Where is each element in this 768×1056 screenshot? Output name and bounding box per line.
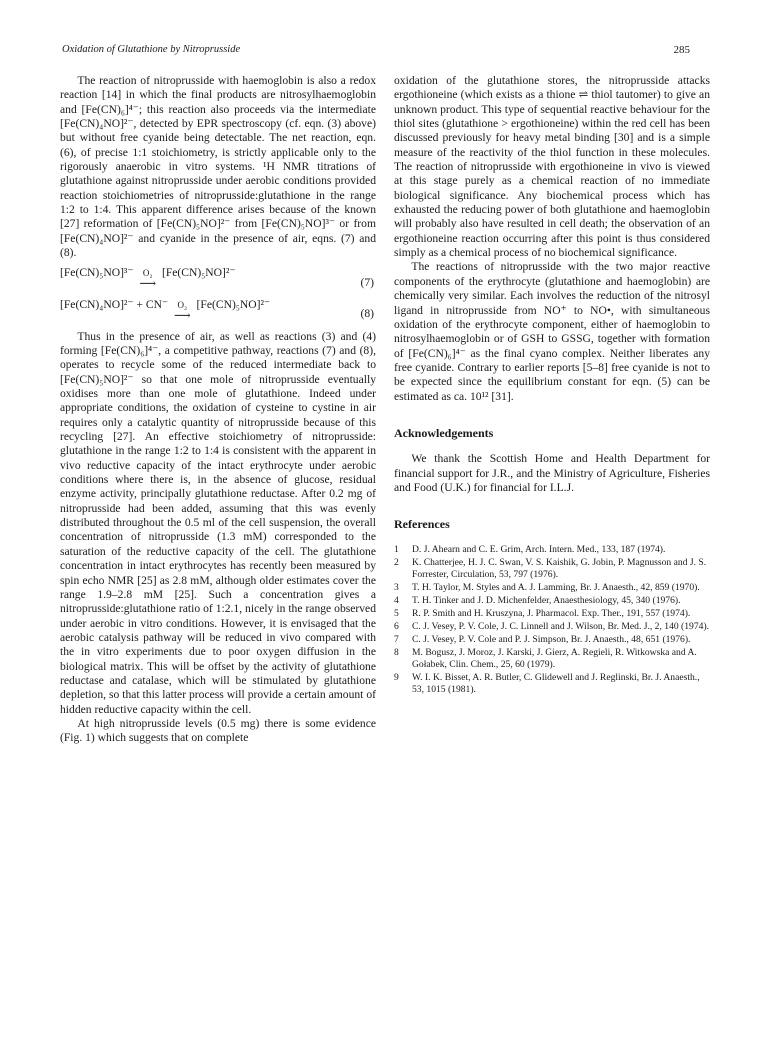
references-list xyxy=(394,544,710,696)
reference-number: 8 xyxy=(394,646,399,658)
reference-text: T. H. Tinker and J. D. Michenfelder, Anaesthesiology, 45, 340 (1976). xyxy=(412,594,681,606)
arrow-glyph: ⟶ xyxy=(174,309,191,323)
reference-item xyxy=(394,621,710,633)
page-number: 285 xyxy=(673,44,690,56)
reference-number: 2 xyxy=(394,556,399,568)
equation-number: (7) xyxy=(360,275,374,289)
acknowledgements-text: We thank the Scottish Home and Health Department for financial support for J.R., and the Ministry of Agriculture, Fisheries and Food (U.K.) for financial for I.L.J. xyxy=(394,452,710,494)
reaction-arrow xyxy=(174,301,191,322)
reference-number: 6 xyxy=(394,620,399,632)
arrow-glyph: ⟶ xyxy=(139,277,157,291)
reference-number: 7 xyxy=(394,633,399,645)
acknowledgements-heading: Acknowledgements xyxy=(394,425,494,440)
running-head: Oxidation of Glutathione by Nitroprusside xyxy=(62,44,241,55)
body-paragraph: At high nitroprusside levels (0.5 mg) there is some evidence (Fig. 1) which suggests that on complete xyxy=(60,716,376,745)
right-column xyxy=(394,74,710,697)
reference-item xyxy=(394,582,710,594)
arrow-label: O₂ xyxy=(177,300,188,311)
equation-lhs: [Fe(CN)₅NO]³⁻ xyxy=(60,266,134,280)
reference-text: D. J. Ahearn and C. E. Grim, Arch. Intern. Med., 133, 187 (1974). xyxy=(412,543,666,555)
reference-number: 5 xyxy=(394,607,399,619)
reference-item xyxy=(394,647,710,671)
reference-item xyxy=(394,608,710,620)
body-paragraph: The reaction of nitroprusside with haemoglobin is also a redox reaction [14] in which the final products are nitrosylhaemoglobin and [Fe(CN)₆]⁴⁻; this reaction also proceeds via the intermediate [Fe(CN)₄NO]²⁻, detected by EPR spectroscopy (cf. eqn. (3) above) but without free cyanide being detectable. The net reaction, eqn. (6), of precise 1:1 stoichiometry, is strictly applicable only to the rigorously anaerobic in vitro systems. ¹H NMR titrations of glutathione against nitroprusside under aerobic conditions provided reaction stoichiometries of nitroprusside:glutathione in the range 1:2 to 1:4. This apparent difference arises because of the known [27] reformation of [Fe(CN)₅NO]²⁻ from [Fe(CN)₅NO]³⁻ or from [Fe(CN)₄NO]²⁻ and cyanide in the presence of air, eqns. (7) and (8). xyxy=(60,74,376,260)
reference-text: T. H. Taylor, M. Styles and A. J. Lamming, Br. J. Anaesth., 42, 859 (1970). xyxy=(412,581,700,593)
reference-text: M. Bogusz, J. Moroz, J. Karski, J. Gierz, A. Regieli, R. Witkowska and A. Gołabek, Clin. Chem., 25, 60 (1979). xyxy=(412,646,697,670)
reference-number: 1 xyxy=(394,543,399,555)
reference-text: C. J. Vesey, P. V. Cole and P. J. Simpson, Br. J. Anaesth., 48, 651 (1976). xyxy=(412,633,691,645)
reaction-arrow xyxy=(139,269,156,290)
equation-number: (8) xyxy=(360,307,374,321)
reference-text: W. I. K. Bisset, A. R. Butler, C. Glidewell and J. Reglinski, Br. J. Anaesth., 53, 1015 (1981). xyxy=(412,671,700,695)
references-heading: References xyxy=(394,517,450,532)
reference-item xyxy=(394,672,710,696)
body-paragraph: The reactions of nitroprusside with the two major reactive components of the erythrocyte (glutathione and haemoglobin) are chemically very similar. Each involves the reduction of the nitrosyl ligand in nitroprusside from NO⁺ to NO•, with simultaneous oxidation of the erythrocyte component, either of haemoglobin to nitrosylhaemoglobin or of GSH to GSSG, together with formation of [Fe(CN)₆]⁴⁻ as the final cyano complex. Neither liberates any free cyanide. Contrary to earlier reports [5–8] free cyanide is not to be expected since the equilibrium constant for eqn. (5) can be estimated as ca. 10¹² [31]. xyxy=(394,260,710,403)
reference-item xyxy=(394,595,710,607)
body-paragraph: oxidation of the glutathione stores, the nitroprusside attacks ergothioneine (which exists as a thione ⇌ thiol tautomer) to give an unknown product. This type of sequential reactive behaviour for the thiol sites (glutathione > ergothioneine) within the red cell has been discussed previously for heavy metal binding [30] and is a simple measure of the reactivity of the thiol function in these molecules. The reaction of nitroprusside with ergothioneine in vivo is viewed at this stage purely as a chemical reaction of no immediate biological significance. Any biochemical process which has exhausted the reducing power of both glutathione and haemoglobin will probably also have resulted in cell death; the observation of an ergothioneine reaction occurring after this point is thus considered simply as a chemical process of no biochemical significance. xyxy=(394,74,710,260)
arrow-label: O₂ xyxy=(142,268,153,279)
reference-item xyxy=(394,634,710,646)
equation-7 xyxy=(60,266,376,290)
equation-8 xyxy=(60,298,376,322)
reference-number: 3 xyxy=(394,581,399,593)
left-column xyxy=(60,74,376,746)
reference-item xyxy=(394,544,710,556)
reference-text: R. P. Smith and H. Kruszyna, J. Pharmacol. Exp. Ther., 191, 557 (1974). xyxy=(412,607,691,619)
equation-rhs: [Fe(CN)₅NO]²⁻ xyxy=(161,266,236,280)
reference-number: 9 xyxy=(394,671,399,683)
reference-text: K. Chatterjee, H. J. C. Swan, V. S. Kaishik, G. Jobin, P. Magnusson and J. S. Forrester, Circulation, 53, 797 (1976). xyxy=(412,556,707,580)
body-paragraph: Thus in the presence of air, as well as reactions (3) and (4) forming [Fe(CN)₆]⁴⁻, a competitive pathway, reactions (7) and (8), operates to recycle some of the reduced intermediate back to [Fe(CN)₅NO]²⁻ so that one mole of nitroprusside eventually oxidises more than one mole of glutathione. Indeed under appropriate conditions, the oxidation of cysteine to cystine in air requires only a catalytic quantity of nitroprusside because of this recycling [27]. An effective stoichiometry of nitroprusside: glutathione in the range 1:2 to 1:4 is consistent with the apparent in vivo reductive capacity of the intact erythrocyte under aerobic conditions where there is, in the absence of glucose, residual enzyme activity, principally glutathione reductase. After 0.2 mg of nitroprusside had been added, assuming that this was evenly distributed throughout the 0.5 ml of the cell suspension, the overall concentration of nitroprusside (1.3 mM) corresponded to the saturation of the reductive capacity of the cell. The glutathione concentration in intact erythrocytes has recently been measured by spin echo NMR [25] as 2.8 mM, although older estimates cover the range 1.9–2.8 mM [25]. Such a concentration gives a nitroprusside:glutathione ratio of 1:2.1, nicely in the range observed under aerobic in vitro conditions. However, it is envisaged that the aerobic catalysis pathway will be reduced in vivo compared with the in vitro experiments due to poor oxygen diffusion in the biological matrix. This will be offset by the activity of glutathione reductase and catalase, which will be stimulated by glutathione depletion, so that this latter process will provide a certain amount of hidden reductive capacity within the cell. xyxy=(60,329,376,716)
equation-lhs: [Fe(CN)₄NO]²⁻ + CN⁻ xyxy=(60,298,169,312)
reference-text: C. J. Vesey, P. V. Cole, J. C. Linnell and J. Wilson, Br. Med. J., 2, 140 (1974). xyxy=(412,620,710,632)
equation-rhs: [Fe(CN)₅NO]²⁻ xyxy=(196,298,271,312)
reference-item xyxy=(394,557,710,581)
reference-number: 4 xyxy=(394,594,399,606)
